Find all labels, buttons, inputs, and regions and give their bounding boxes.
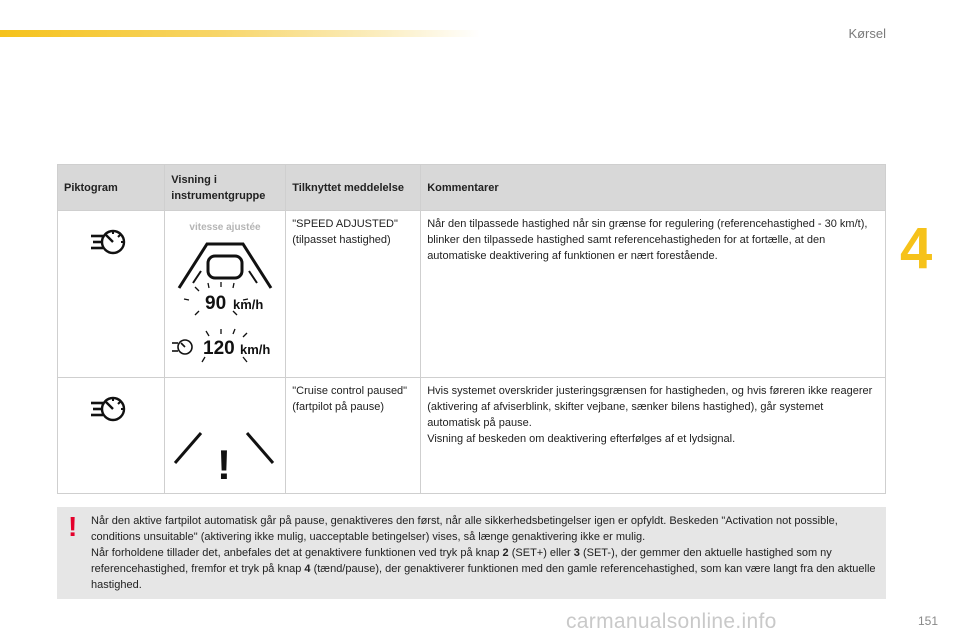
column-header: Tilknyttet meddelelse: [286, 165, 421, 211]
lane-warning-illustration: [171, 383, 279, 483]
table-row: [58, 211, 886, 378]
chapter-number: 4: [900, 216, 933, 281]
message-cell: "SPEED ADJUSTED" (tilpasset hastighed): [286, 211, 421, 378]
table-header-row: [58, 165, 886, 211]
comment-line: Visning af beskeden om deaktivering efterfølges af et lydsignal.: [427, 433, 736, 445]
header-accent-bar: [0, 30, 480, 37]
pictogram-cell: [58, 211, 165, 378]
button-number: 2: [502, 547, 509, 559]
column-header: Kommentarer: [421, 165, 886, 211]
speedometer-limit-icon: [89, 222, 133, 262]
warning-exclamation-icon: !: [68, 511, 78, 542]
display-value: 90: [205, 293, 227, 314]
comment-line: Hvis systemet overskrider justeringsgrænsen for hastigheden, og hvis føreren ikke reagerer (aktivering af afviserblink, skifter vejbane, sænker bilens hastighed), går systemet automatisk på pause.: [427, 385, 873, 429]
info-note: [57, 507, 886, 599]
button-number: 3: [573, 547, 580, 559]
page-number: 151: [917, 614, 938, 628]
display-cell: [165, 378, 286, 494]
warning-symbol: !: [217, 441, 232, 483]
button-number: 4: [304, 563, 311, 575]
note-paragraph: Når den aktive fartpilot automatisk går på pause, genaktiveres den først, når alle sikkerhedsbetingelser igen er opfyldt. Beskeden "Activation not possible, conditions unsuitable" (aktivering ikke mulig, uacceptable betingelser) vises, så længe genaktivering ikke er mulig.: [91, 515, 838, 543]
table-row: [58, 378, 886, 494]
display-unit: km/h: [233, 297, 264, 312]
display-cell: [165, 211, 286, 378]
comment-cell: [421, 378, 886, 494]
comment-cell: Når den tilpassede hastighed når sin grænse for regulering (referencehastighed - 30 km/t), blinker den tilpassede hastighed samt referencehastigheden for at fortælle, at den automatiske deaktivering af funktionen er nært forestående.: [421, 211, 886, 378]
display-value: 120: [203, 338, 235, 359]
display-label: vitesse ajustée: [189, 222, 261, 233]
column-header: Piktogram: [58, 165, 165, 211]
display-unit: km/h: [240, 342, 271, 357]
speedometer-limit-icon: [89, 389, 133, 429]
column-header: Visning i instrumentgruppe: [165, 165, 286, 211]
note-text: Når den aktive fartpilot automatisk går på pause, genaktiveres den først, når alle sikkerhedsbetingelser igen er opfyldt. Beskeden "Activation not possible, conditions unsuitable" (aktivering ikke mulig, uacceptable betingelser) vises, så længe genaktivering ikke er mulig. Når forholdene tillader det, anbefales det at genaktivere funktionen ved tryk på knap 2 (SET+) eller 3 (SET-), der gemmer den aktuelle hastighed som ny referencehastighed, fremfor et tryk på knap 4 (tænd/pause), der genaktiverer funktionen med den gamle referencehastighed, som kan være langt fra den aktuelle hastighed.: [91, 515, 876, 591]
pictogram-cell: [58, 378, 165, 494]
section-title: Kørsel: [848, 26, 886, 41]
watermark: carmanualsonline.info: [566, 610, 777, 633]
instrument-display-illustration: [171, 216, 279, 366]
warning-table: [57, 164, 886, 494]
message-cell: "Cruise control paused" (fartpilot på pause): [286, 378, 421, 494]
